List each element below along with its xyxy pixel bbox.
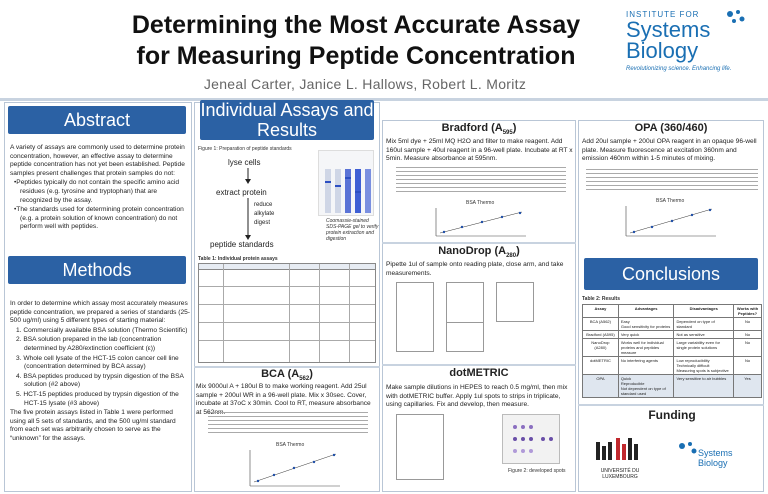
results-cell: Works well for individual proteins and peptides measure xyxy=(618,339,674,357)
bca-chart-title: BSA Thermo xyxy=(276,442,305,448)
results-row-highlighted xyxy=(583,375,762,398)
table2-caption: Table 2: Results xyxy=(582,296,620,302)
bradford-chart-title: BSA Thermo xyxy=(466,200,495,206)
results-cell: Dependent on type of standard xyxy=(674,318,734,331)
logo-dots-icon xyxy=(724,8,748,32)
results-table-header xyxy=(583,305,762,318)
isb-logo xyxy=(614,4,754,92)
down-arrow-icon xyxy=(244,198,252,240)
flow-step-extract: extract protein xyxy=(216,188,267,197)
funding-heading: Funding xyxy=(648,408,696,422)
results-cell: No xyxy=(734,331,762,339)
bradford-heading-sub: 595 xyxy=(502,130,513,137)
nanodrop-table-1 xyxy=(396,282,434,352)
table1-col-divider xyxy=(349,264,350,362)
results-cell: Bradford (A595) xyxy=(583,331,619,339)
logo-biology-text: Biology xyxy=(626,38,699,63)
results-cell: Large variability even for single protein solutions xyxy=(674,339,734,357)
results-table xyxy=(582,304,762,398)
methods-item: 5. HCT-15 peptides produced by trypsin digestion of the HCT-15 lysate (#3 above) xyxy=(16,390,179,407)
bradford-heading-text: Bradford (A xyxy=(441,122,503,134)
gel-lane xyxy=(325,169,331,213)
title-line-2: for Measuring Peptide Concentration xyxy=(136,42,576,70)
results-row xyxy=(583,318,762,331)
individual-assays-heading: Individual Assays and Results xyxy=(200,100,374,140)
isb-funding-logo xyxy=(676,438,748,478)
uni-lu-logo-icon xyxy=(594,434,646,464)
results-cell: No xyxy=(734,357,762,375)
down-arrow-icon xyxy=(244,168,252,184)
gel-lane xyxy=(365,169,371,213)
bradford-standard-curve-chart xyxy=(430,206,530,240)
methods-outro: The five protein assays listed in Table 1 were performed using all 5 sets of standards, and the 500 ug/ml standard from each set was arbitrarily chosen to serve as the “unknown” for the assays. xyxy=(10,409,176,442)
figure2-caption: Figure 2: developed spots xyxy=(508,468,566,474)
bradford-heading: Bradford $(A_{595})$ xyxy=(441,122,517,137)
results-row xyxy=(583,339,762,357)
nanodrop-heading-sub: 280 xyxy=(506,253,517,260)
results-col-header: Assay xyxy=(583,305,619,318)
bca-heading-text: BCA (A xyxy=(261,368,300,380)
title-line-1: Determining the Most Accurate Assay xyxy=(131,11,581,39)
bradford-results-table xyxy=(396,164,566,198)
methods-item: 1. Commercially available BSA solution (Thermo Scientific) xyxy=(16,326,188,334)
logo-systems-text: Systems xyxy=(626,17,711,42)
poster-title xyxy=(96,10,616,72)
bca-results-table xyxy=(208,409,368,439)
table1-caption: Table 1: Individual protein assays xyxy=(198,256,278,262)
results-row xyxy=(583,357,762,375)
results-cell: OPA xyxy=(583,375,619,398)
flow-step-reduce: reduce xyxy=(254,202,273,208)
sds-page-gel-image xyxy=(318,150,374,216)
abstract-bullet-2: •The standards used for determining protein concentration (e.g. a protein solution of known concentration) do not perform well with peptides. xyxy=(14,206,184,231)
results-cell: NanoDrop (A280) xyxy=(583,339,619,357)
logo-institute-text: INSTITUTE FOR xyxy=(626,10,700,19)
opa-heading: OPA (360/460) xyxy=(634,122,708,134)
table-line xyxy=(208,429,368,433)
results-cell: Very sensitive to air bubbles xyxy=(674,375,734,398)
nanodrop-table-4 xyxy=(446,322,484,352)
results-cell: Low reproducibility Technically difficult Measuring spots is subjective xyxy=(674,357,734,375)
abstract-body xyxy=(10,144,190,233)
gel-band xyxy=(335,185,341,187)
results-cell: No interfering agents xyxy=(618,357,674,375)
dotmetric-heading: dotMETRIC xyxy=(449,367,509,379)
isb-funding-text: Systems Biology xyxy=(698,448,733,468)
flow-step-lyse: lyse cells xyxy=(228,158,261,167)
opa-text: Add 20ul sample + 200ul OPA reagent in an opaque 96-well plate. Measure fluorescence at excitation 360nm and emission 460nm within 1-5 minutes of mixing. xyxy=(582,138,757,163)
nanodrop-heading: NanoDrop $(A_{280})$ xyxy=(438,245,520,260)
uni-lu-name: UNIVERSITÉ DU LUXEMBOURG xyxy=(600,468,640,480)
results-cell: Not as sensitive xyxy=(674,331,734,339)
results-row xyxy=(583,331,762,339)
methods-heading: Methods xyxy=(8,256,186,284)
gel-lane xyxy=(335,169,341,213)
nanodrop-table-3 xyxy=(496,282,534,322)
results-cell: No xyxy=(734,339,762,357)
table1 xyxy=(198,263,376,363)
table-line xyxy=(586,186,758,190)
results-cell: BCA (A562) xyxy=(583,318,619,331)
bca-heading-sub: 562 xyxy=(299,376,310,383)
bca-standard-curve-chart xyxy=(244,448,344,490)
isb-dots-icon xyxy=(676,438,700,462)
opa-standard-curve-chart xyxy=(620,204,720,240)
opa-results-table xyxy=(586,166,758,196)
flow-step-digest: digest xyxy=(254,220,271,226)
results-col-header: Advantages xyxy=(618,305,674,318)
gel-band xyxy=(345,177,351,179)
flow-step-peptides: peptide standards xyxy=(210,240,274,249)
nanodrop-heading-text: NanoDrop (A xyxy=(438,245,507,257)
university-luxembourg-logo xyxy=(590,434,650,484)
gel-lane xyxy=(345,169,351,213)
conclusions-heading: Conclusions xyxy=(584,258,758,290)
results-col-header: Disadvantages xyxy=(674,305,734,318)
results-cell: Yes xyxy=(734,375,762,398)
opa-chart-title: BSA Thermo xyxy=(656,198,685,204)
nanodrop-divider xyxy=(382,242,576,244)
table-line xyxy=(396,188,566,192)
dotmetric-divider xyxy=(382,364,576,366)
results-cell: Quick Reproducible Not dependent on type of standard used xyxy=(618,375,674,398)
spots-icon xyxy=(507,419,557,461)
figure1-caption: Figure 1: Preparation of peptide standards xyxy=(198,146,292,152)
table1-col-divider xyxy=(319,264,320,362)
nanodrop-text: Pipette 1ul of sample onto reading plate, close arm, and take measurements. xyxy=(386,261,564,277)
table1-col-divider xyxy=(289,264,290,362)
methods-item: 3. Whole cell lysate of the HCT-15 colon cancer cell line (concentration determined by BCA assay) xyxy=(16,354,179,371)
results-cell: Easy Good sensitivity for proteins xyxy=(618,318,674,331)
methods-item: 2. BSA solution prepared in the lab (concentration determined by A280/extinction coefficient (ε)) xyxy=(16,336,162,352)
funding-divider xyxy=(578,404,764,406)
results-col-header: Works with Peptides? xyxy=(734,305,762,318)
abstract-paragraph: A variety of assays are commonly used to determine protein concentration, however, an effective assay to determine peptide concentration has not yet been established. Peptide samples present challenges that protein samples do not: xyxy=(10,144,185,177)
table1-col-divider xyxy=(223,264,224,362)
flow-step-alkylate: alkylate xyxy=(254,211,275,217)
methods-intro: In order to determine which assay most accurately measures peptide concentration, we prepared a series of standards (25-500 ug/ml) using 5 different types of starting material: xyxy=(10,300,190,325)
abstract-bullet-1: •Peptides typically do not contain the specific amino acid residues (e.g. tyrosine and tryptophan) that are recognized by the assay. xyxy=(14,179,180,204)
poster-header xyxy=(0,0,768,100)
bradford-text: Mix 5ml dye + 25ml MQ H2O and filter to make reagent. Add 160ul sample + 40ul reagent in a 96-well plate. Incubate at RT x 5min. Measure absorbance at 595nm. xyxy=(386,138,573,163)
methods-item: 4. BSA peptides produced by trypsin digestion of the BSA solution (#2 above) xyxy=(16,372,184,389)
header-divider xyxy=(0,98,768,101)
logo-tagline: Revolutionizing science. Enhancing life. xyxy=(626,66,732,72)
results-cell: No xyxy=(734,318,762,331)
gel-band xyxy=(355,191,361,193)
gel-caption: Coomassie-stained SDS-PAGE gel to verify protein extraction and digestion xyxy=(326,218,379,242)
methods-body xyxy=(10,300,190,445)
dotmetric-table xyxy=(396,414,444,480)
gel-band xyxy=(325,181,331,183)
dotmetric-text: Make sample dilutions in HEPES to reach 0.5 mg/ml, then mix with dotMETRIC buffer. Apply 1ul spots to strips in triplicate, using capillaries. Fix and develop, then measure. xyxy=(386,384,568,409)
developed-spots-image xyxy=(502,414,560,464)
bca-heading: BCA $(A_{562})$ xyxy=(261,368,313,383)
results-cell: Very quick xyxy=(618,331,674,339)
results-cell: dotMETRIC xyxy=(583,357,619,375)
authors: Jeneal Carter, Janice L. Hallows, Robert L. Moritz xyxy=(203,76,527,92)
bca-text: Mix 9000ul A + 180ul B to make working reagent. Add 25ul sample + 200ul WR in a 96-well plate. Mix x 30sec. Cover, incubate at 37oC x 30min. Cool to RT, measure absorbance at 562nm. xyxy=(196,383,371,416)
abstract-heading: Abstract xyxy=(8,106,186,134)
